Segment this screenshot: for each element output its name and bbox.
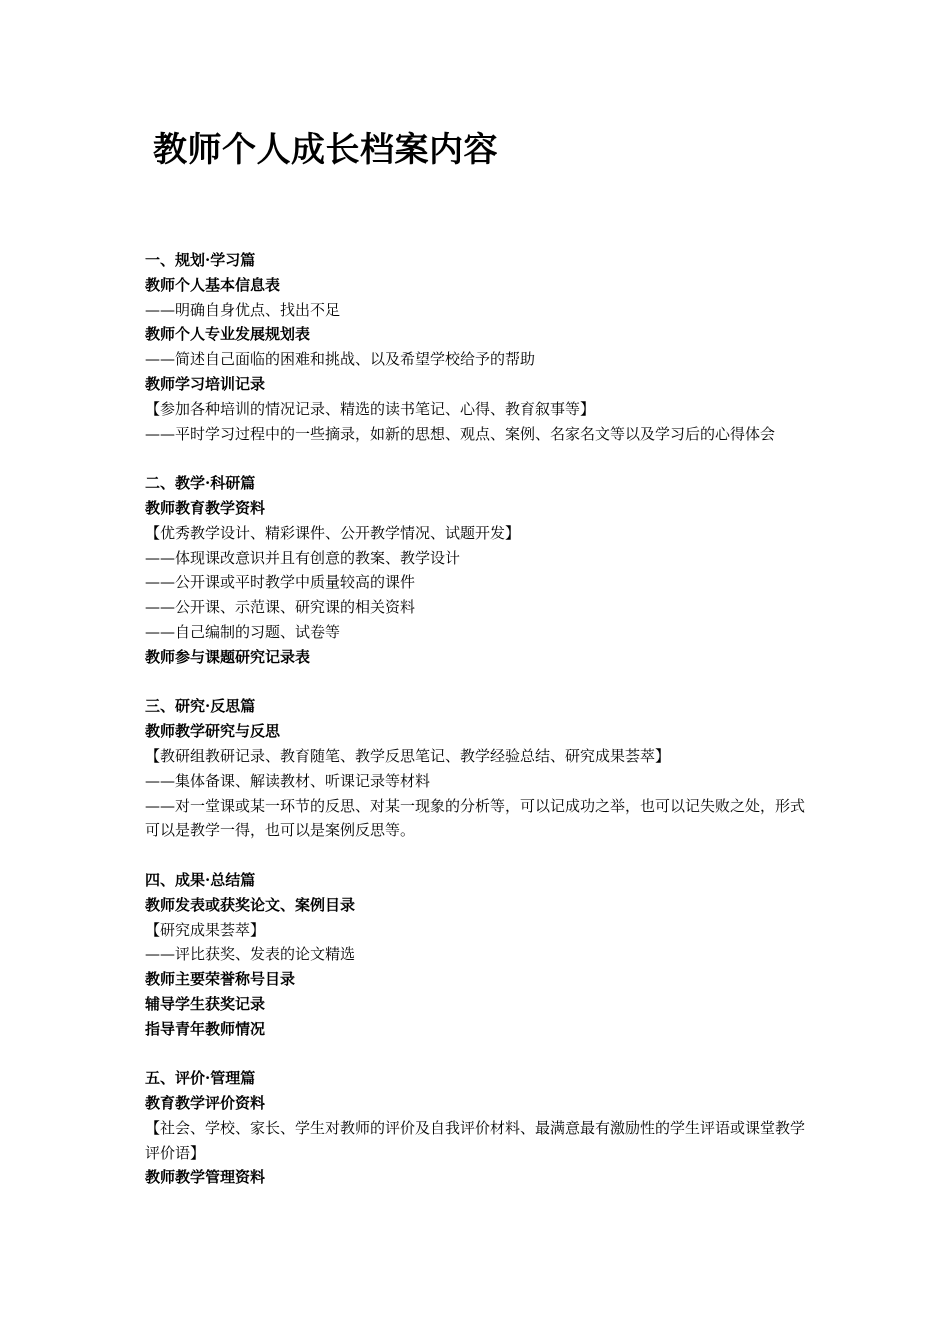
section-heading: 四、成果·总结篇 bbox=[145, 870, 256, 889]
item-description: ——公开课、示范课、研究课的相关资料 bbox=[145, 598, 416, 617]
item-title: 教师教学管理资料 bbox=[145, 1168, 266, 1187]
item-title: 教师参与课题研究记录表 bbox=[145, 647, 311, 666]
section-3 bbox=[145, 694, 815, 843]
item-title: 教师教学研究与反思 bbox=[145, 722, 281, 741]
item-title: 指导青年教师情况 bbox=[145, 1019, 266, 1038]
item-description: 【社会、学校、家长、学生对教师的评价及自我评价材料、最满意最有激励性的学生评语或课堂教学评价语】 bbox=[145, 1118, 806, 1162]
section-1 bbox=[145, 248, 815, 446]
item-description: 【优秀教学设计、精彩课件、公开教学情况、试题开发】 bbox=[145, 523, 521, 542]
section-heading: 二、教学·科研篇 bbox=[145, 474, 256, 493]
section-5 bbox=[145, 1066, 815, 1190]
item-title: 教师主要荣誉称号目录 bbox=[145, 970, 296, 989]
item-description: ——评比获奖、发表的论文精选 bbox=[145, 945, 356, 964]
item-title: 教师发表或获奖论文、案例目录 bbox=[145, 895, 356, 914]
section-2 bbox=[145, 471, 815, 669]
document-title: 教师个人成长档案内容 bbox=[153, 130, 498, 170]
document-body bbox=[145, 248, 815, 1215]
section-heading: 三、研究·反思篇 bbox=[145, 697, 256, 716]
item-title: 教师学习培训记录 bbox=[145, 374, 266, 393]
item-description: 【参加各种培训的情况记录、精选的读书笔记、心得、教育叙事等】 bbox=[145, 399, 596, 418]
item-description: ——集体备课、解读教材、听课记录等材料 bbox=[145, 771, 431, 790]
item-description: ——公开课或平时教学中质量较高的课件 bbox=[145, 573, 416, 592]
item-description: ——平时学习过程中的一些摘录，如新的思想、观点、案例、名家名文等以及学习后的心得体会 bbox=[145, 424, 776, 443]
item-description: ——简述自己面临的困难和挑战、以及希望学校给予的帮助 bbox=[145, 350, 536, 369]
item-title: 辅导学生获奖记录 bbox=[145, 994, 266, 1013]
item-description: ——对一堂课或某一环节的反思、对某一现象的分析等，可以记成功之举，也可以记失败之处，形式可以是教学一得，也可以是案例反思等。 bbox=[145, 796, 806, 840]
item-title: 教师个人基本信息表 bbox=[145, 275, 281, 294]
item-description: ——体现课改意识并且有创意的教案、教学设计 bbox=[145, 548, 461, 567]
item-title: 教育教学评价资料 bbox=[145, 1094, 266, 1113]
section-4 bbox=[145, 868, 815, 1042]
item-description: 【研究成果荟萃】 bbox=[145, 920, 266, 939]
item-description: ——自己编制的习题、试卷等 bbox=[145, 622, 341, 641]
section-heading: 一、规划·学习篇 bbox=[145, 251, 256, 269]
section-heading: 五、评价·管理篇 bbox=[145, 1069, 256, 1088]
item-title: 教师个人专业发展规划表 bbox=[145, 325, 311, 344]
item-title: 教师教育教学资料 bbox=[145, 498, 266, 517]
item-description: ——明确自身优点、找出不足 bbox=[145, 300, 341, 319]
item-description: 【教研组教研记录、教育随笔、教学反思笔记、教学经验总结、研究成果荟萃】 bbox=[145, 746, 671, 765]
